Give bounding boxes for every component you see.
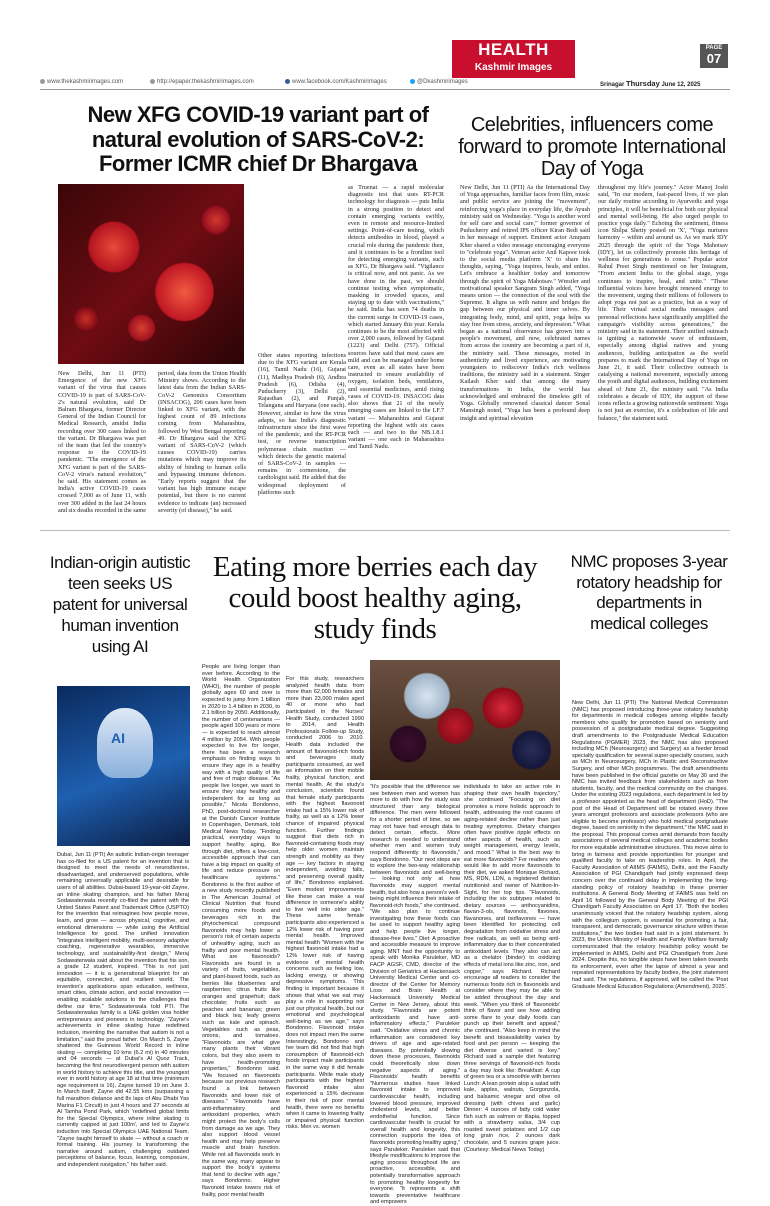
facebook-link[interactable]: www.facebook.com/Kashmirimages — [292, 79, 387, 86]
covid-col1: New Delhi, Jun 11 (PTI) Emergence of the new XFG variant of the virus that causes COVID-19 is part of SARS-CoV-2's natural evolution, said Dr Balram Bhargava, former Director General of the Indian Council for Medical Research, amidst India recording over 300 cases linked to the variant. Dr Bhargava was part of the team that led the country's response to the COVID-19 pandemic. "The emergence of the XFG variant is part of the SARS-CoV-2 virus's natural evolution," he said. His statement comes as India's active COVID-19 cases crossed 7,000 as of June 11, with over 300 added in the last 24 hours and six deaths recorded in the same — [58, 370, 146, 514]
yoga-col2: throughout my life's journey." Actor Manoj Joshi said, "In our modern, fast-paced lives, if we plan our daily routine according to Ayurvedic and yoga principles, it will be beneficial for both our physical and mental well-being. He also urged people to practice yoga daily." Echoing the sentiment, fitness icon Shilpa Shetty posted on 'X', "Yoga nurtures harmony – within and around us. As we mark IDY 2025 through the spirit of the Yoga Mahotsav (IDY), let us collectively promote this heritage of wellness for generations to come." Popular actor Rahul Preet Singh mentioned on her Instagram, "From ancient India to the global stage, yoga continues to inspire, heal, and unite." "These influential voices have brought renewed energy to the movement, urging their millions of followers to adopt yoga not just as a practice, but as a way of life. Their virtual social media messages and personal reflections have significantly amplified the campaign's visibility across generations," the ministry said in its statement. Their unified outreach is igniting a nationwide wave of enthusiasm, especially among digital natives and young audiences, building anticipation as the world prepares to mark the International Day of Yoga on June 21, it said. Their collective outreach is catalysing a national movement, especially among the youth and digital audiences, building excitement ahead of June 21, the ministry said. "As India celebrates a decade of IDY, the support of these icons reflects a growing nationwide sentiment: Yoga is not just an exercise, it's a celebration of life and balance," the statement said. — [598, 184, 728, 422]
epaper-link[interactable]: http://epaper.thekashmirimages.com — [157, 79, 254, 86]
berries-col4: individuals to take an active role in shaping their own health trajectory," she continued "Focusing on diet promotes a more holistic approach to health, addressing the root causes of aging-related decline rather than just treating symptoms. Dietary changes often have positive ripple effects on other aspects of health, such as weight management, energy levels, and mood." What is the best way to eat more flavonoids? For readers who would like to add more flavonoids to their diet, we asked Monique Richard, MS, RDN, LDN, a registered dietitian nutritionist and owner of Nutrition-In-Sight, for her top tips. "Flavonoids, including the six subtypes related to dietary sources — anthocyanidins, flavan-3-ols, flavonols, flavones, flavanones, and isoflavones — have been identified for protecting cell degradation from oxidative stress and free radicals, as well as being anti-inflammatory due to their concentrated antioxidant levels. They also can act as a chelator (binder) to oxidizing effects of metal ions like zinc, iron, and copper," says Richard. Richard encourage all readers to consider the numerous foods rich in flavonoids and consider where they may be able to be added throughout the day and week. "When you think of 'flavonoids' think of flavor and see how adding some flare to your daily foods can punch up their benefit and appeal," she continued. "Also keep in mind the benefit and bioavailability varies by food and per person — keeping the diet diverse and varied is key." Richard said a sample diet featuring three servings of flavonoid-rich foods a day may look like: Breakfast: A cup of green tea or a smoothie with berries Lunch: A lean protein atop a salad with kale, apples, walnuts, Gorgonzola, and balsamic vinegar and olive oil dressing (with chives and garlic) Dinner: 4 ounces of fatty cold water fish such as salmon or tilapia, topped with a strawberry salsa, 3/4 cup roasted sweet potatoes and 1/2 cup long grain rice, 2 ounces dark chocolate, and 5 ounces grape juice. (Courtesy: Medical News Today) — [464, 784, 560, 1153]
nmc-headline: NMC proposes 3-year rotatory headship for departments in medical colleges — [570, 552, 728, 633]
date: June 12, 2025 — [661, 82, 701, 88]
ai-label: AI — [111, 730, 125, 746]
twitter-handle[interactable]: @Dkashmirimages — [417, 79, 468, 86]
ai-teen-col: Dubai, Jun 11 (PTI) An autistic Indian-origin teenager has co-filed for a US patent for an invention that is designed to meet the needs of neurodiverse, disadvantaged, and underserved populations, while remaining universally applicable and desirable for users of all abilities. Dubai-based 19-year-old Zayne, an inline skating champion, and his father Meraj Sodawaterwala recently co-filed the patent with the United States Patent and Trademark Office (USPTO) for the invention that reimagines how people move, learn, and grow — across physical, cognitive, and emotional dimensions — while using the Artificial Intelligence for good. The unified innovation "integrates intelligent mobility, multi-sensory adaptive coaching, regenerative wearables, immersive technology, and sustainability-first design," Meraj Sodawaterwala said about the invention that his son, a grade 12 student, inspired. "This is not just innovation — it is a generational blueprint for an equitable, connected, and resilient world. The invention's applications span education, wellness, smart cities, climate action, and social innovation — enabling scalable solutions to the challenges that define our time," Sodawaterwala told PTI. The Sodawaterwalas family is a UAE golden visa holder entrepreneurs and pioneers in technology. "Zayne's achievements in inline skating have redefined inclusion, inventing the narrative that autism is not a limitation," said the proud father. On March 5, Zayne shattered the Guinness World Record in inline skating — completing 10 kms (6.2 mi) in 40 minutes and 04 seconds — at Dubai's Al Quoz Track, becoming the first neurodivergent person with autism in world history to achieve this title, and the youngest ever in world history at age 18 at that time (minimum age requirement is 16), Zayne turned 19 on June 3. In March itself, Zayne did 42.55 kms (surpassing a full marathon distance and 8x laps of Abu Dhabi Yas Marina F1 Circuit) in just 4 hours and 27 seconds at Al Tamha Pond Park, which 'redefined global limits for the Special Olympics, where inline skating is currently capped at just 100m', and led to Zayne's induction into Special Olympics UAE National Team. "Zayne taught himself to skate — without a coach or formal training. His journey is transforming the narrative around autism, challenging outdated perceptions of balance, focus, learning, composure, and independent navigation," his father said. — [57, 852, 189, 1168]
covid-col3b — [258, 184, 346, 349]
facebook-icon — [285, 79, 290, 84]
page-label: PAGE — [705, 45, 723, 51]
yoga-headline: Celebrities, influencers come forward to promote International Day of Yoga — [458, 114, 726, 180]
berries-image — [370, 660, 560, 780]
city: Srinagar — [600, 82, 625, 88]
berries-col3: "It's possible that the difference we see between men and women has more to do with how the study was structured than any biological difference. The men were followed for a shorter period of time, so we may not have had enough data to detect certain effects. More research is needed to understand whether men and women truly respond differently to flavonoids," says Bondonno. "Our next steps are to explore the two-way relationship between flavonoids and well-being — looking not only at how flavonoids may support mental health, but also how a person's well-being might influence their intake of flavonoid-rich foods," she continued. "We also plan to continue investigating how these foods can be used to support healthy aging and help people live longer, disease-free lives." Diet: A proactive and accessible measure to improve aging. MNT had the opportunity to speak with Monika Paruleker, MD FACP AGSF, CMD, director of the Division of Geriatrics at Hackensack University Medical Center and co-director of the Center for Memory Loss and Brain Health at Hackensack University Medical Center in New Jersey, about this study. "Flavonoids are potent antioxidants and have anti-inflammatory effects," Paruleker said. "Oxidative stress and chronic inflammation are considered key drivers of age and age-related diseases. By potentially slowing down these processes, flavonoids could theoretically slow down negative aspects of aging." Flavonoids' health benefits "Numerous studies have linked flavonoid intake to improved cardiovascular health, including lowered blood pressure, improved cholesterol levels, and better endothelial function. Since cardiovascular health is crucial for overall health and longevity, this connection supports the idea of flavonoids promoting healthy aging," says Paruleker. Paruleker said that lifestyle modifications to improve the aging process throughout life are proactive, accessible, and potentially transformative approach to promoting healthy longevity for everyone. "It represents a shift towards preventative healthcare and empowers — [370, 784, 460, 1206]
berries-col1: People are living longer than ever before. According to the World Health Organization (WHO), the number of people globally ages 60 and over is expected to jump from 1 billion in 2020 to 1.4 billion in 2030, to 2.1 billion by 2050. Additionally, the number of centenarians — people aged 100 years or more — is expected to reach almost 4 million by 2054. With people expected to live for longer, there has been a research emphasis on finding ways to ensure they age in a healthy way with a high quality of life and free of major disease. "As people live longer, we want to ensure they stay healthy and independent for as long as possible," Nicola Bondonno, PhD, post-doctoral researcher at the Danish Cancer Institute in Copenhagen, Denmark, told Medical News Today. "Finding practical, everyday ways to support healthy aging, like through diet, offers a low-cost, accessible approach that can have a big impact on quality of life and reduce pressure on healthcare systems." Bondonno is the first author of a new study recently published in The American Journal of Clinical Nutrition that found consuming more foods and beverages rich in the phytochemical compound flavonoids may help lower a person's risk of certain aspects of unhealthy aging, such as frailty and poor mental health. What are flavonoids? Flavonoids are found in a variety of fruits, vegetables, and plant-based foods, such as berries like blueberries and raspberries; citrus fruits like oranges and grapefruit; dark chocolate; fruits such as peaches and bananas; green and black tea; leafy greens such as kale and spinach. Vegetables such as peas, onions, and tomatoes. "Flavonoids are what give many plants their vibrant colors, but they also seem to have health-promoting properties," Bondonno said. "We focused on flavonoids because our previous research found a link between flavonoids and lower risk of diseases." "Flavonoids have anti-inflammatory and antioxidant properties, which might protect the body's cells from damage as we age. They also support blood vessel health and may help preserve muscle and brain function. While not all flavonoids work in the same way, many appear to support the body's systems that tend to decline with age," says Bondonno. Higher flavonoid intake lowers risk of frailty, poor mental health — [202, 664, 280, 1198]
ai-teen-headline: Indian-origin autistic teen seeks US patent for universal human invention using AI — [49, 553, 191, 656]
section-rule — [40, 530, 730, 531]
berries-headline: Eating more berries each day could boost healthy aging, study finds — [212, 551, 538, 645]
twitter-icon — [410, 79, 415, 84]
yoga-col1: New Delhi, Jun 11 (PTI) As the International Day of Yoga approaches, familiar faces from film, music and public service are joining the "movement", reinforcing yoga's place in everyday life, the Ayush ministry said on Wednesday. "Yoga is another word for self care and social care," former governor of Puducherry and retired IPS officer Kiran Bedi said in her message of support. Eminent actor Anupam Kher shared a video message encouraging everyone to "celebrate yoga". Veteran actor Anil Kapoor took to the social media platform 'X' to share his thoughts, saying, "Yoga inspires, heals, and unites. Let's embrace a healthier today and tomorrow through the spirit of Yoga Mahotsav." Wrestler and motivational speaker Sangram Singh added, "Yoga means union — the connection of the soul with the Supreme. It aligns us with nature and bridges the gap between our physical and inner selves. By integrating body, mind, and spirit, yoga helps us stay free from stress, anxiety, and depression." What began as a national observance has grown into a people's movement, and now, celebrated names from across the country are becoming a part of it, the ministry said. These messages, rooted in authenticity and lived experience, are motivating youngsters to rediscover India's rich wellness traditions, the ministry said in a statement. Singer Kailash Kher said that among the many transformations in India, the world has acknowledged and embraced the timeless gift of Yoga. Globally renowned classical dancer Sonal Mansingh noted, "Yoga has been a profound deep insight and spiritual elevation — [460, 184, 590, 422]
epaper-icon — [150, 79, 155, 84]
section-title: HEALTH — [478, 40, 549, 59]
header-rule — [40, 89, 730, 90]
berries-col2: For this study, researchers analyzed health data from more than 62,000 females and more than 23,000 males aged 40 or more who had participated in the Nurses' Health Study, conducted 1990 to 2014, and Health Professionals Follow-up Study, conducted 2006 to 2010. Health data included the amount of flavonoid-rich foods and beverages study participants consumed, as well as information on their mobile frailty, physical function, and mental health. At the study's conclusion, scientists found that female study participants with the highest flavonoid intake had a 15% lower risk of frailty, as well as a 12% lower chance of impaired physical function. Further findings suggest that diets rich in flavonoid-containing foods may help older women maintain strength and mobility as they age — key factors in staying independent, avoiding falls, and preserving overall quality of life," Bondonno explained. "Even modest improvements like these can make a real difference in someone's ability to live well into older age." These same female participants also experienced a 12% lower risk of having poor mental health. Improved mental health "Women with the highest flavonoid intake had a 12% lower risk of having evidence of mental health concerns such as feeling low, lacking energy, or showing depressive symptoms. This finding is important because it shows that what we eat may play a role in supporting not just our physical health, but our emotional and psychological well-being as we age," says Bondonno. Flavonoid intake does not impact men the same Interestingly, Bondonno and her team did not find that high consumption of flavonoid-rich foods impact male participants in the same way it did female participants. While male study participants with the highest flavonoid intake also experienced a 15% decrease in their risk of poor mental health, there were no benefits when it came to lowering frailty or impaired physical function risks. Men vs. women — [286, 676, 364, 1131]
weekday: Thursday — [626, 79, 660, 88]
covid-col4-text: as Truenat — a rapid molecular diagnostic test that uses RT-PCR technology for diagnosis — puts India in a strong position to detect and contain emerging variants swiftly, even in remote and resource-limited settings. Point-of-care testing, which detects antibodies in blood, played a crucial role during the pandemic then, and it continues to be a frontline tool for detecting emerging variants, such as XFG, Dr Bhargava said. "Vigilance is critical now, and not panic. As we have done in the past, we should continue testing when symptomatic, masking in crowded spaces, and staying up to date with vaccinations," he said. India has seen 74 deaths in the current surge in COVID-19 cases, which started January this year. Kerala continues to be the most affected with over 2,000 cases, followed by Gujarat (1223) and Delhi (757). Official sources have said that most cases are mild and can be managed under home care, even as all states have been instructed to ensure availability of oxygen, isolation beds, ventilators, and essential medicines, amid rising cases of COVID-19. INSACOG data also shows that 21 of the newly emerging cases are linked to the LF.7 variant — Maharashtra and Gujarat reporting the highest with six cases each — and two to the NB.1.8.1 variant — one each in Maharashtra and Tamil Nadu. — [348, 184, 444, 451]
robot-silhouette — [97, 708, 153, 778]
ai-image — [57, 686, 190, 846]
covid-col3: Other states reporting infections due to the XFG variant are Kerala (16), Tamil Nadu (16), Gujarat (11), Madhya Pradesh (6), Andhra Pradesh (6), Odisha (4), Puducherry (3), Delhi (2), Rajasthan (2), and Punjab, Telangana and Haryana (one each). However, similar to how the virus adapts, so has India's diagnostic infrastructure since the first wave of the pandemic, and the RT-PCR test, or reverse transcription polymerase chain reaction — which detects the genetic material of SARS-CoV-2 in samples — remains in cornerstone, the cardiologist said. He added that the widespread deployment of platforms such — [258, 352, 346, 496]
site-link[interactable]: www.thekashmirimages.com — [47, 79, 124, 86]
info-strip — [40, 78, 730, 88]
globe-icon — [40, 79, 45, 84]
nmc-col: New Delhi, Jun 11 (PTI) The National Medical Commission (NMC) has proposed introducing three-year rotatory headship for departments in medical colleges among eligible faculty members who qualify for promotion based on seniority and possession of a postgraduate medical degree. Suggesting draft amendments to the Postgraduate Medical Education Regulations (PGMER) 2023, the NMC has also proposed including MCh (Neurosurgery) and Surgery) as a feeder broad specialty qualification for several super-specialty courses, such as MCh in Neurosurgery, MCh in Plastic and Reconstructive Surgery, and other MCh programmes. The draft amendments have been published in the official gazette on May 30 and the NMC has invited feedback from stakeholders such as from students, faculty, and the medical community on the changes. Under the existing 2023 regulations, each department is led by a professor appointed as the head of department (HoD). "The post of the Head of Department will be rotated every three years amongst professors and associate professors (who are eligible to become professor) who hold medical postgraduate degree, based on seniority in the department," the NMC said in the proposal. This proposal comes amid demands from faculty associations of several medical colleges and academic bodies for more equitable administrative structures. This move aims to bring in fairness and provide opportunities for younger and qualified faculty to take on leadership roles. In April, the Faculty Association of AIIMS (FAIMS), Delhi, and the Faculty Association of PGI Chandigarh had jointly expressed deep concern over the continued delay in implementing the long-standing policy of rotatory headship in these premier institutions. A General Body Meeting of FAIMS was held on April 16 followed by the General Body Meeting of the PGI Chandigarh Faculty Association on April 17. "Both the bodies unanimously voiced that the rotatory headship system, along with the collegium system, is essential for promoting a fair, transparent, and democratic governance structure within these institutions," the two bodies had said in a joint statement. In 2023, the Union Ministry of Health and Family Welfare formally communicated that the rotatory headship policy would be implemented in AIIMS, Delhi and PGI Chandigarh from June 2024. Despite this, no tangible steps have been taken towards its enforcement, even after the lapse of almost a year and repeated representations by faculty bodies, the joint statement had said. The regulations, if approved, will be called the 'Post Graduate Medical Education Regulations (Amendment), 2025'. — [572, 700, 728, 990]
covid-headline: New XFG COVID-19 variant part of natural evolution of SARS-CoV-2: Former ICMR chief Dr Bhargava — [87, 102, 429, 176]
page-number-box — [700, 44, 728, 68]
covid-col2: period, data from the Union Health Ministry shows. According to the latest data from the Indian SARS-CoV-2 Genomics Consortium (INSACOG), 206 cases have been linked to XFG variant, with the highest count of 89 infections coming from Maharashtra, followed by West Bengal reporting 49. Dr Bhargava said the XFG variant of SARS-CoV-2 (which causes COVID-19) carries mutations which may improve its ability of binding to human cells and bypassing immune defences. "Early reports suggest that the variant has high immune escape potential, but there is no current evidence to indicate (an) increased severity (of disease)," he said. — [158, 370, 246, 514]
covid-image — [58, 184, 244, 364]
paper-name: Kashmir Images — [474, 62, 553, 73]
page-number: 07 — [706, 51, 722, 66]
